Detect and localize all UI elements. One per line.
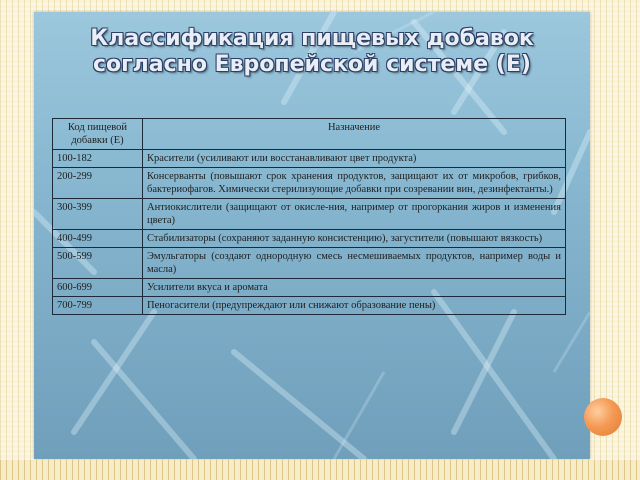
row-purpose: Консерванты (повышают срок хранения продуктов, защищают их от микробов, грибков, бактериофагов. Химически стерилизующие добавки при созревании вин, дезинфектанты.): [143, 168, 566, 199]
row-code: 300-399: [53, 199, 143, 230]
row-code: 200-299: [53, 168, 143, 199]
title-line-1: Классификация пищевых добавок: [90, 26, 534, 51]
table-row: [53, 199, 566, 230]
row-purpose: Антиокислители (защищают от окисле-ния, например от прогоркания жиров и изменения цвета): [143, 199, 566, 230]
table-row: [53, 230, 566, 248]
header-purpose: Назначение: [143, 119, 566, 150]
additive-classification-table: [52, 118, 566, 315]
table-row: [53, 279, 566, 297]
row-purpose: Эмульгаторы (создают однородную смесь несмешиваемых продуктов, например воды и масла): [143, 248, 566, 279]
table-row: [53, 297, 566, 315]
orange-circle-ornament: [584, 398, 622, 436]
table-row: [53, 168, 566, 199]
row-code: 500-599: [53, 248, 143, 279]
row-purpose: Усилители вкуса и аромата: [143, 279, 566, 297]
row-code: 100-182: [53, 150, 143, 168]
row-purpose: Красители (усиливают или восстанавливают цвет продукта): [143, 150, 566, 168]
table-header-row: [53, 119, 566, 150]
row-code: 600-699: [53, 279, 143, 297]
slide: [34, 12, 590, 459]
title-line-2: согласно Европейской системе (Е): [92, 52, 531, 77]
table-row: [53, 248, 566, 279]
row-code: 400-499: [53, 230, 143, 248]
row-purpose: Стабилизаторы (сохраняют заданную консистенцию), загустители (повышают вязкость): [143, 230, 566, 248]
row-code: 700-799: [53, 297, 143, 315]
slide-title: [34, 26, 590, 78]
header-code: Код пищевой добавки (Е): [53, 119, 143, 150]
bottom-border-strip: [0, 460, 640, 480]
row-purpose: Пеногасители (предупреждают или снижают образование пены): [143, 297, 566, 315]
table-row: [53, 150, 566, 168]
